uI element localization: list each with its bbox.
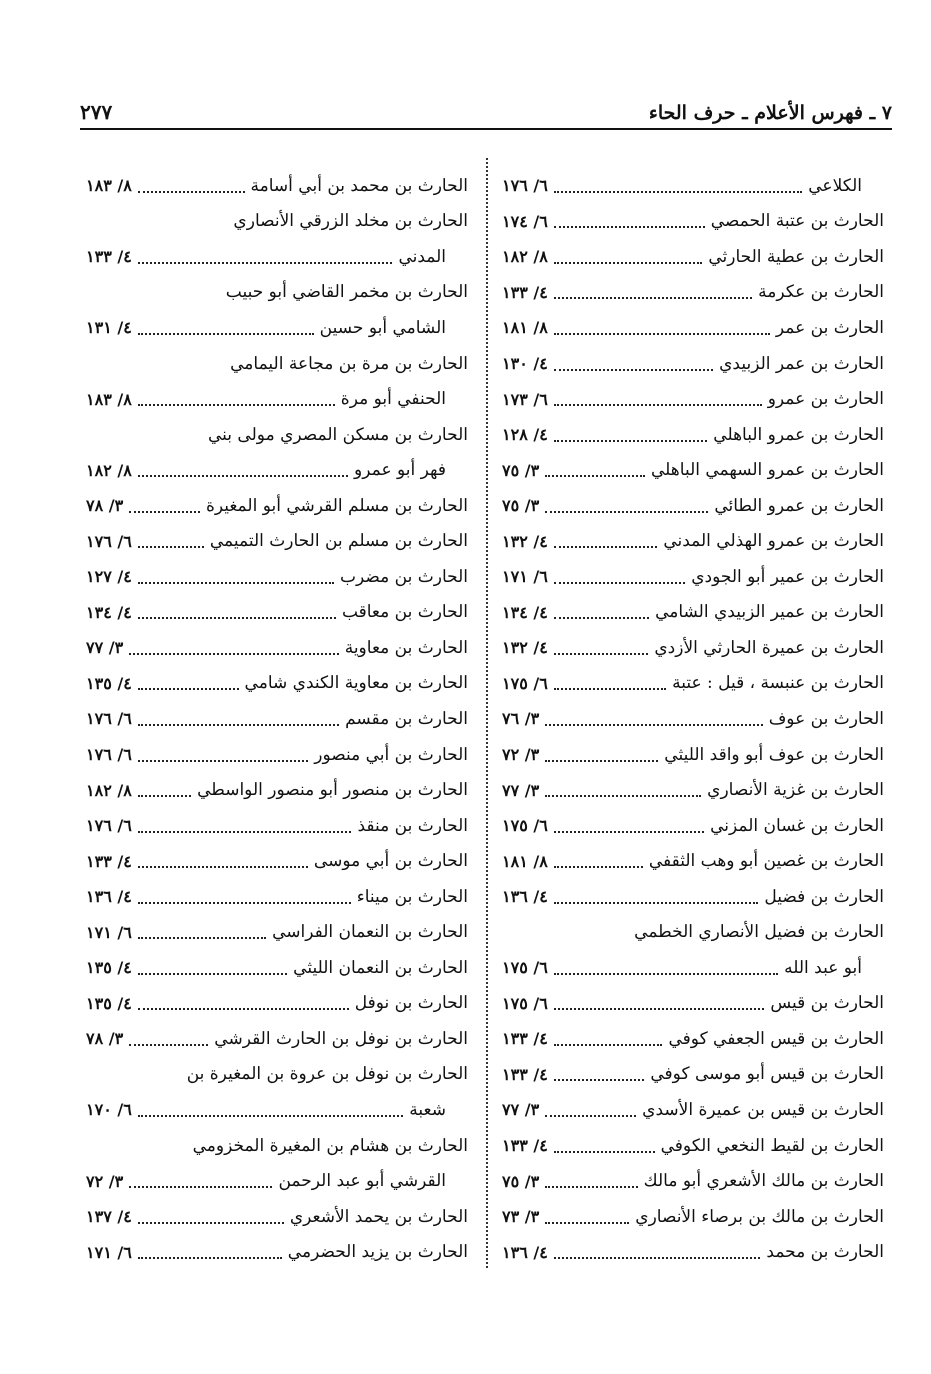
index-entry — [86, 346, 468, 382]
index-entry — [86, 488, 468, 524]
entry-reference: ٦/ ١٧٦ — [502, 176, 548, 196]
entry-reference: ٨/ ١٨٢ — [502, 247, 548, 267]
entry-name: الحارث بن معاوية — [344, 637, 468, 658]
entry-reference: ٤/ ١٣١ — [86, 318, 132, 338]
entry-name: الحارث بن نوفل — [354, 993, 468, 1014]
page-header — [80, 92, 892, 130]
entry-name: الحارث بن هشام بن المغيرة المخزومي — [192, 1135, 468, 1156]
leader-dots — [138, 866, 308, 868]
entry-name: الحارث بن معاقب — [341, 602, 468, 623]
index-entry — [502, 452, 884, 488]
entry-reference: ٤/ ١٣٧ — [86, 1207, 132, 1227]
entry-name: الحارث بن أبي منصور — [314, 744, 468, 765]
entry-name: الحارث بن لقيط النخعي الكوفي — [660, 1135, 884, 1156]
entry-reference: ٣/ ٧٧ — [502, 1100, 540, 1120]
entry-reference: ٦/ ١٧٥ — [502, 958, 548, 978]
entry-name: الحنفي أبو مرة — [340, 389, 446, 410]
entry-reference: ٣/ ٧٣ — [502, 1207, 540, 1227]
page-title: ٧ ـ فهرس الأعلام ـ حرف الحاء — [648, 102, 892, 124]
leader-dots — [554, 1008, 765, 1010]
leader-dots — [545, 475, 645, 477]
leader-dots — [138, 333, 314, 335]
leader-dots — [554, 297, 752, 299]
entry-name: الحارث بن نوفل بن عروة بن المغيرة بن — [186, 1064, 468, 1085]
entry-reference: ٤/ ١٣٢ — [502, 638, 548, 658]
entry-reference: ٨/ ١٨٣ — [86, 176, 132, 196]
leader-dots — [545, 1115, 636, 1117]
entry-name: الحارث بن محمد بن أبي أسامة — [250, 175, 468, 196]
entry-reference: ٣/ ٧٢ — [86, 1171, 124, 1191]
leader-dots — [138, 1222, 284, 1224]
index-entry — [502, 701, 884, 737]
entry-reference: ٤/ ١٣٣ — [502, 1064, 548, 1084]
entry-name: القرشي أبو عبد الرحمن — [278, 1171, 446, 1192]
leader-dots — [554, 333, 770, 335]
index-entry — [502, 1199, 884, 1235]
leader-dots — [554, 653, 649, 655]
entry-name: الحارث بن قيس — [770, 993, 884, 1014]
leader-dots — [554, 831, 704, 833]
entry-name: الحارث بن مسكن المصري مولى بني — [208, 424, 468, 445]
entry-name: الحارث بن مضرب — [340, 566, 468, 587]
entry-name: الحارث بن غزية الأنصاري — [707, 780, 884, 801]
leader-dots — [545, 1186, 637, 1188]
entry-name: الحارث بن مسلم بن الحارث التميمي — [209, 531, 468, 552]
entry-name: الحارث بن نوفل بن الحارث القرشي — [214, 1028, 468, 1049]
entry-name: الحارث بن النعمان الليثي — [293, 957, 468, 978]
entry-name: الحارث بن مقسم — [345, 708, 468, 729]
leader-dots — [138, 937, 266, 939]
leader-dots — [545, 724, 762, 726]
entry-reference: ٦/ ١٧٥ — [502, 816, 548, 836]
leader-dots — [138, 724, 339, 726]
entry-name: الحارث بن غسان المزني — [710, 815, 884, 836]
leader-dots — [138, 688, 239, 690]
index-entry — [86, 1057, 468, 1093]
leader-dots — [554, 866, 643, 868]
entry-reference: ٦/ ١٧١ — [86, 1242, 132, 1262]
entry-reference: ٦/ ١٧٠ — [86, 1100, 132, 1120]
index-entry — [502, 666, 884, 702]
leader-dots — [138, 902, 351, 904]
entry-reference: ٦/ ١٧١ — [86, 922, 132, 942]
index-entry — [502, 843, 884, 879]
index-entry — [502, 559, 884, 595]
entry-name: الحارث بن عمرو — [767, 389, 884, 410]
entry-reference: ٤/ ١٣٣ — [502, 282, 548, 302]
entry-name: الحارث بن قيس أبو موسى كوفي — [650, 1064, 884, 1085]
entry-name: الحارث بن منقذ — [357, 815, 468, 836]
entry-reference: ٦/ ١٧٦ — [86, 745, 132, 765]
entry-name: شعبة — [409, 1099, 446, 1120]
entry-name: الحارث بن مرة بن مجاعة اليمامي — [230, 353, 468, 374]
entry-name: الحارث بن يحمد الأشعري — [289, 1206, 468, 1227]
entry-reference: ٤/ ١٣٥ — [86, 673, 132, 693]
entry-reference: ٦/ ١٧٦ — [86, 709, 132, 729]
entry-name: الحارث بن عطية الحارثي — [708, 246, 884, 267]
entry-name: الحارث بن عمرو الباهلي — [713, 424, 884, 445]
leader-dots — [545, 1222, 629, 1224]
index-entry — [502, 204, 884, 240]
index-entry — [86, 1163, 468, 1199]
leader-dots — [554, 582, 685, 584]
index-entry — [86, 452, 468, 488]
index-entry — [86, 595, 468, 631]
index-entry — [502, 808, 884, 844]
index-entry — [502, 737, 884, 773]
index-entry — [86, 986, 468, 1022]
entry-name: الشامي أبو حسين — [319, 317, 446, 338]
entry-name: الحارث بن مسلم القرشي أبو المغيرة — [205, 495, 468, 516]
leader-dots — [138, 831, 352, 833]
index-entry — [502, 488, 884, 524]
entry-reference: ٨/ ١٨٢ — [86, 780, 132, 800]
leader-dots — [129, 511, 200, 513]
leader-dots — [138, 760, 308, 762]
entry-reference: ٤/ ١٣٥ — [86, 958, 132, 978]
entry-name: الحارث بن قيس بن عميرة الأسدي — [642, 1099, 884, 1120]
index-entry — [502, 1163, 884, 1199]
leader-dots — [129, 1044, 208, 1046]
leader-dots — [554, 262, 703, 264]
leader-dots — [545, 795, 701, 797]
entry-name: الكلاعي — [808, 175, 862, 196]
leader-dots — [554, 1257, 761, 1259]
entry-name: الحارث بن يزيد الحضرمي — [287, 1242, 468, 1263]
entry-reference: ٤/ ١٣٣ — [502, 1136, 548, 1156]
entry-name: المدني — [398, 246, 446, 267]
index-entry — [502, 1021, 884, 1057]
index-entry — [86, 275, 468, 311]
leader-dots — [554, 226, 705, 228]
entry-reference: ٨/ ١٨١ — [502, 318, 548, 338]
index-entry — [86, 630, 468, 666]
index-entry — [502, 310, 884, 346]
leader-dots — [138, 617, 336, 619]
leader-dots — [129, 1186, 272, 1188]
entry-name: الحارث بن فضيل — [764, 886, 884, 907]
entry-name: الحارث بن عمر — [775, 317, 884, 338]
entry-reference: ٨/ ١٨١ — [502, 851, 548, 871]
entry-name: الحارث بن النعمان الفراسي — [272, 922, 468, 943]
index-entry — [86, 808, 468, 844]
entry-reference: ٨/ ١٨٣ — [86, 389, 132, 409]
index-entry — [502, 346, 884, 382]
entry-reference: ٣/ ٧٢ — [502, 745, 540, 765]
entry-reference: ٤/ ١٢٧ — [86, 567, 132, 587]
entry-reference: ٤/ ١٣٣ — [502, 1029, 548, 1049]
entry-name: الحارث بن غصين أبو وهب الثقفي — [648, 851, 884, 872]
leader-dots — [554, 617, 649, 619]
entry-reference: ٤/ ١٣٤ — [86, 602, 132, 622]
leader-dots — [554, 369, 713, 371]
entry-reference: ٦/ ١٧٦ — [86, 531, 132, 551]
leader-dots — [554, 191, 802, 193]
leader-dots — [545, 760, 658, 762]
index-entry — [502, 1234, 884, 1270]
entry-name: الحارث بن معاوية الكندي شامي — [244, 673, 468, 694]
entry-name: الحارث بن مخلد الزرقي الأنصاري — [233, 211, 468, 232]
index-entry — [86, 879, 468, 915]
index-entry — [502, 417, 884, 453]
entry-name: الحارث بن عنبسة ، قيل : عتبة — [672, 673, 884, 694]
index-entry — [502, 1057, 884, 1093]
leader-dots — [554, 688, 666, 690]
entry-name: الحارث بن قيس الجعفي كوفي — [668, 1028, 884, 1049]
entry-name: الحارث بن عوف أبو واقد الليثي — [664, 744, 884, 765]
column-divider — [486, 158, 488, 1268]
index-entry — [502, 523, 884, 559]
index-entry — [502, 381, 884, 417]
index-entry — [86, 310, 468, 346]
leader-dots — [138, 973, 287, 975]
index-entry — [86, 737, 468, 773]
index-entry — [86, 914, 468, 950]
entry-name: الحارث بن مالك الأشعري أبو مالك — [643, 1171, 884, 1192]
entry-name: الحارث بن عمرو السهمي الباهلي — [651, 460, 884, 481]
entry-reference: ٣/ ٧٧ — [502, 780, 540, 800]
entry-name: الحارث بن محمد — [766, 1242, 884, 1263]
entry-name: الحارث بن مالك بن برصاء الأنصاري — [635, 1206, 884, 1227]
entry-reference: ٣/ ٧٨ — [86, 496, 124, 516]
index-entry — [86, 168, 468, 204]
index-entry — [502, 595, 884, 631]
entry-name: الحارث بن فضيل الأنصاري الخطمي — [634, 922, 884, 943]
entry-name: الحارث بن أبي موسى — [313, 851, 468, 872]
leader-dots — [138, 1115, 404, 1117]
leader-dots — [138, 475, 348, 477]
entry-reference: ٦/ ١٧٥ — [502, 993, 548, 1013]
index-entry — [502, 914, 884, 950]
leader-dots — [138, 1008, 349, 1010]
leader-dots — [554, 1079, 645, 1081]
entry-name: أبو عبد الله — [784, 957, 862, 978]
leader-dots — [554, 1044, 663, 1046]
index-entry — [86, 417, 468, 453]
index-entry — [502, 275, 884, 311]
leader-dots — [138, 546, 204, 548]
leader-dots — [554, 440, 708, 442]
index-entry — [86, 1021, 468, 1057]
entry-reference: ٣/ ٧٦ — [502, 709, 540, 729]
index-entry — [86, 772, 468, 808]
index-entry — [86, 701, 468, 737]
leader-dots — [554, 1151, 655, 1153]
entry-reference: ٤/ ١٢٨ — [502, 425, 548, 445]
entry-reference: ٨/ ١٨٢ — [86, 460, 132, 480]
leader-dots — [138, 404, 335, 406]
entry-reference: ٦/ ١٧٦ — [86, 816, 132, 836]
leader-dots — [545, 511, 708, 513]
index-entry — [86, 666, 468, 702]
entry-name: الحارث بن عمير الزبيدي الشامي — [655, 602, 884, 623]
index-entry — [502, 986, 884, 1022]
leader-dots — [554, 546, 658, 548]
index-entry — [86, 559, 468, 595]
leader-dots — [554, 973, 778, 975]
index-entry — [86, 1128, 468, 1164]
entry-name: الحارث بن مخمر القاضي أبو حبيب — [225, 282, 468, 303]
entry-name: الحارث بن عمرو الطائي — [714, 495, 884, 516]
index-entry — [86, 1092, 468, 1128]
entry-reference: ٤/ ١٣٠ — [502, 354, 548, 373]
entry-reference: ٦/ ١٧٤ — [502, 211, 548, 231]
leader-dots — [554, 404, 762, 406]
entry-reference: ٣/ ٧٥ — [502, 496, 540, 516]
entry-reference: ٣/ ٧٥ — [502, 460, 540, 480]
index-entry — [86, 950, 468, 986]
entry-reference: ٤/ ١٣٦ — [502, 887, 548, 907]
page-number: ٢٧٧ — [80, 100, 113, 124]
index-entry — [86, 1199, 468, 1235]
leader-dots — [138, 795, 191, 797]
leader-dots — [138, 1257, 282, 1259]
entry-name: الحارث بن عمير أبو الجودي — [691, 566, 884, 587]
leader-dots — [138, 191, 245, 193]
leader-dots — [129, 653, 339, 655]
index-entry — [502, 239, 884, 275]
index-entry — [86, 1234, 468, 1270]
entry-name: الحارث بن ميناء — [356, 886, 468, 907]
entry-name: الحارث بن عميرة الحارثي الأزدي — [654, 637, 884, 658]
index-entry — [86, 523, 468, 559]
entry-reference: ٣/ ٧٧ — [86, 638, 124, 658]
entry-name: فهر أبو عمرو — [354, 460, 446, 481]
leader-dots — [554, 902, 759, 904]
entry-reference: ٦/ ١٧٣ — [502, 389, 548, 409]
entry-reference: ٤/ ١٣٢ — [502, 531, 548, 551]
index-entry — [502, 630, 884, 666]
entry-name: الحارث بن منصور أبو منصور الواسطي — [197, 780, 468, 801]
entry-name: الحارث بن عمرو الهذلي المدني — [663, 531, 884, 552]
index-entry — [502, 950, 884, 986]
entry-name: الحارث بن عوف — [768, 708, 884, 729]
entry-name: الحارث بن عتبة الحمصي — [710, 211, 884, 232]
entry-reference: ٤/ ١٣٦ — [86, 887, 132, 907]
index-entry — [502, 879, 884, 915]
index-entry — [502, 1092, 884, 1128]
index-column-right — [502, 168, 884, 1270]
entry-name: الحارث بن عكرمة — [758, 282, 884, 303]
leader-dots — [138, 582, 334, 584]
entry-reference: ٣/ ٧٥ — [502, 1171, 540, 1191]
index-entry — [86, 239, 468, 275]
leader-dots — [138, 262, 393, 264]
entry-reference: ٤/ ١٣٣ — [86, 851, 132, 871]
entry-reference: ٤/ ١٣٥ — [86, 993, 132, 1013]
index-entry — [86, 381, 468, 417]
index-entry — [502, 1128, 884, 1164]
entry-reference: ٦/ ١٧١ — [502, 567, 548, 587]
entry-reference: ٤/ ١٣٦ — [502, 1242, 548, 1262]
entry-reference: ٣/ ٧٨ — [86, 1029, 124, 1049]
entry-name: الحارث بن عمر الزبيدي — [719, 353, 884, 374]
entry-reference: ٦/ ١٧٥ — [502, 673, 548, 693]
index-entry — [502, 772, 884, 808]
entry-reference: ٤/ ١٣٤ — [502, 602, 548, 622]
index-entry — [86, 843, 468, 879]
index-entry — [502, 168, 884, 204]
index-column-left — [86, 168, 468, 1270]
index-entry — [86, 204, 468, 240]
entry-reference: ٤/ ١٣٣ — [86, 247, 132, 267]
